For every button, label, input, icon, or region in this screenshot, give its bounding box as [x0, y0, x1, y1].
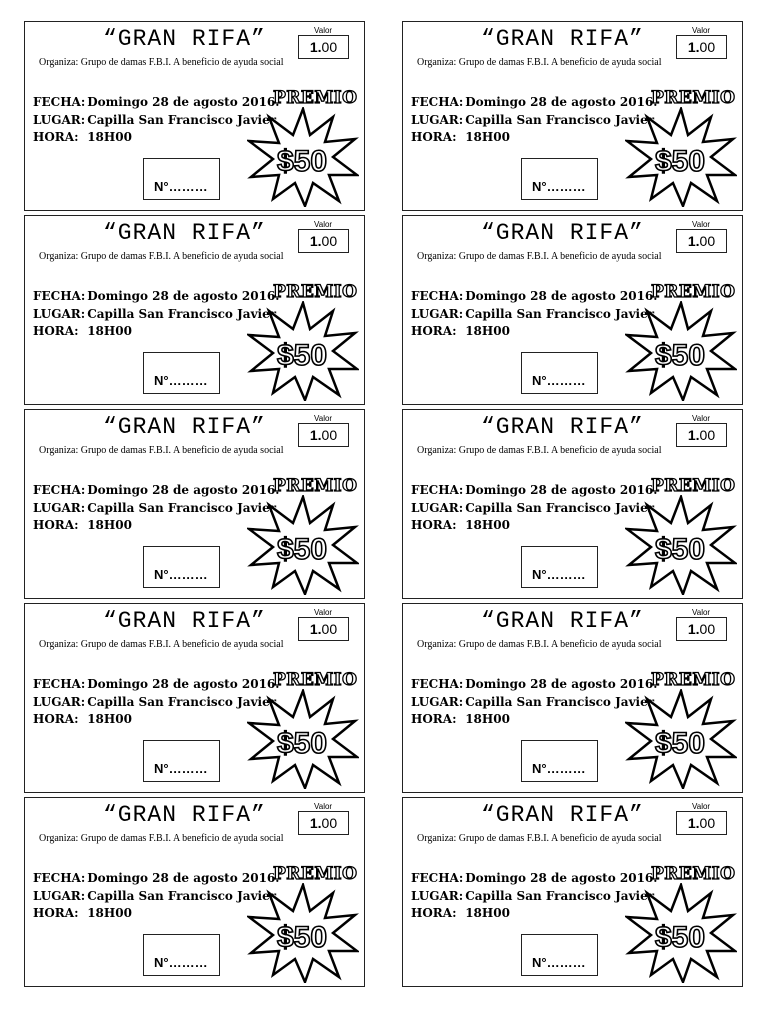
premio-label: PREMIO — [651, 476, 736, 496]
hora-row — [33, 323, 279, 341]
ticket-number-box — [521, 352, 598, 394]
hora-label: HORA: — [411, 906, 457, 920]
fecha-row — [33, 676, 279, 694]
fecha-label: FECHA: — [411, 871, 464, 885]
premio-label: PREMIO — [273, 282, 358, 302]
starburst-prize-icon — [247, 301, 359, 401]
prize-amount: $50 — [276, 727, 328, 760]
event-info — [33, 482, 279, 535]
valor-label: Valor — [692, 802, 711, 811]
ticket-number-label: N°……… — [532, 373, 586, 388]
fecha-label: FECHA: — [411, 95, 464, 109]
organizer-line: Organiza: Grupo de damas F.B.I. A beneficio de ayuda social — [417, 445, 662, 456]
raffle-ticket — [24, 797, 365, 987]
organizer-line: Organiza: Grupo de damas F.B.I. A beneficio de ayuda social — [39, 251, 284, 262]
fecha-value: Domingo 28 de agosto 2016. — [465, 95, 658, 109]
ticket-number-label: N°……… — [154, 179, 208, 194]
premio-label: PREMIO — [651, 88, 736, 108]
starburst-prize-icon — [625, 689, 737, 789]
lugar-row — [33, 112, 279, 130]
valor-label: Valor — [314, 608, 333, 617]
fecha-row — [33, 94, 279, 112]
ticket-number-box — [143, 158, 220, 200]
ticket-number-box — [143, 352, 220, 394]
valor-label: Valor — [314, 26, 333, 35]
starburst-prize-icon — [247, 883, 359, 983]
ticket-number-label: N°……… — [154, 567, 208, 582]
fecha-label: FECHA: — [33, 95, 86, 109]
ticket-number-box — [521, 934, 598, 976]
ticket-title: “GRAN RIFA” — [481, 802, 644, 828]
ticket-number-label: N°……… — [154, 761, 208, 776]
valor-decimal: 00 — [699, 815, 716, 831]
event-info — [411, 482, 657, 535]
raffle-ticket — [24, 603, 365, 793]
lugar-value: Capilla San Francisco Javier — [465, 306, 655, 321]
hora-row — [33, 711, 279, 729]
raffle-ticket — [402, 797, 743, 987]
hora-label: HORA: — [411, 130, 457, 144]
hora-row — [411, 517, 657, 535]
premio-label: PREMIO — [273, 88, 358, 108]
valor-box — [676, 617, 727, 641]
ticket-number-box — [521, 546, 598, 588]
valor-integer: 1. — [687, 621, 700, 637]
fecha-label: FECHA: — [411, 677, 464, 691]
hora-value: 18H00 — [87, 324, 132, 338]
valor-box — [298, 811, 349, 835]
lugar-value: Capilla San Francisco Javier — [87, 500, 277, 515]
hora-row — [411, 711, 657, 729]
hora-value: 18H00 — [465, 906, 510, 920]
hora-value: 18H00 — [87, 130, 132, 144]
hora-row — [411, 129, 657, 147]
valor-decimal: 00 — [321, 427, 338, 443]
ticket-number-label: N°……… — [532, 955, 586, 970]
premio-label: PREMIO — [273, 476, 358, 496]
fecha-value: Domingo 28 de agosto 2016. — [87, 289, 280, 303]
lugar-value: Capilla San Francisco Javier — [465, 888, 655, 903]
ticket-title: “GRAN RIFA” — [103, 220, 266, 246]
fecha-row — [33, 288, 279, 306]
lugar-row — [33, 888, 279, 906]
valor-decimal: 00 — [699, 39, 716, 55]
fecha-value: Domingo 28 de agosto 2016. — [87, 483, 280, 497]
starburst-prize-icon — [625, 883, 737, 983]
valor-decimal: 00 — [321, 815, 338, 831]
fecha-value: Domingo 28 de agosto 2016. — [465, 289, 658, 303]
organizer-line: Organiza: Grupo de damas F.B.I. A beneficio de ayuda social — [39, 639, 284, 650]
valor-box — [298, 617, 349, 641]
lugar-row — [411, 888, 657, 906]
fecha-value: Domingo 28 de agosto 2016. — [465, 483, 658, 497]
event-info — [411, 870, 657, 923]
valor-box — [676, 811, 727, 835]
valor-box — [676, 229, 727, 253]
starburst-prize-icon — [247, 689, 359, 789]
fecha-label: FECHA: — [33, 289, 86, 303]
lugar-label: LUGAR: — [33, 112, 86, 127]
organizer-line: Organiza: Grupo de damas F.B.I. A beneficio de ayuda social — [39, 445, 284, 456]
valor-label: Valor — [314, 220, 333, 229]
lugar-value: Capilla San Francisco Javier — [465, 694, 655, 709]
valor-box — [298, 423, 349, 447]
hora-label: HORA: — [33, 130, 79, 144]
fecha-value: Domingo 28 de agosto 2016. — [87, 871, 280, 885]
valor-decimal: 00 — [699, 427, 716, 443]
ticket-title: “GRAN RIFA” — [103, 802, 266, 828]
fecha-label: FECHA: — [33, 677, 86, 691]
valor-label: Valor — [692, 608, 711, 617]
lugar-label: LUGAR: — [33, 888, 86, 903]
ticket-number-label: N°……… — [154, 373, 208, 388]
valor-box — [298, 229, 349, 253]
valor-box — [676, 423, 727, 447]
lugar-value: Capilla San Francisco Javier — [465, 112, 655, 127]
fecha-value: Domingo 28 de agosto 2016. — [465, 677, 658, 691]
hora-value: 18H00 — [87, 518, 132, 532]
prize-amount: $50 — [654, 921, 706, 954]
valor-label: Valor — [692, 414, 711, 423]
valor-label: Valor — [314, 414, 333, 423]
raffle-ticket — [24, 409, 365, 599]
valor-label: Valor — [314, 802, 333, 811]
fecha-label: FECHA: — [411, 483, 464, 497]
ticket-number-label: N°……… — [154, 955, 208, 970]
lugar-row — [411, 306, 657, 324]
prize-amount: $50 — [654, 727, 706, 760]
valor-integer: 1. — [309, 39, 322, 55]
lugar-label: LUGAR: — [33, 500, 86, 515]
lugar-row — [33, 500, 279, 518]
fecha-label: FECHA: — [33, 483, 86, 497]
hora-label: HORA: — [411, 712, 457, 726]
hora-label: HORA: — [411, 518, 457, 532]
hora-row — [33, 129, 279, 147]
hora-value: 18H00 — [465, 130, 510, 144]
fecha-value: Domingo 28 de agosto 2016. — [87, 677, 280, 691]
ticket-title: “GRAN RIFA” — [481, 26, 644, 52]
event-info — [33, 676, 279, 729]
hora-value: 18H00 — [465, 324, 510, 338]
ticket-title: “GRAN RIFA” — [481, 220, 644, 246]
fecha-row — [411, 94, 657, 112]
ticket-number-label: N°……… — [532, 761, 586, 776]
valor-integer: 1. — [687, 233, 700, 249]
hora-value: 18H00 — [465, 518, 510, 532]
hora-label: HORA: — [33, 906, 79, 920]
premio-label: PREMIO — [651, 282, 736, 302]
valor-label: Valor — [692, 220, 711, 229]
organizer-line: Organiza: Grupo de damas F.B.I. A beneficio de ayuda social — [417, 251, 662, 262]
premio-label: PREMIO — [273, 670, 358, 690]
fecha-row — [33, 870, 279, 888]
valor-integer: 1. — [687, 815, 700, 831]
lugar-value: Capilla San Francisco Javier — [87, 888, 277, 903]
ticket-title: “GRAN RIFA” — [103, 608, 266, 634]
prize-amount: $50 — [276, 339, 328, 372]
lugar-value: Capilla San Francisco Javier — [465, 500, 655, 515]
prize-amount: $50 — [276, 921, 328, 954]
prize-amount: $50 — [276, 533, 328, 566]
lugar-row — [411, 500, 657, 518]
lugar-label: LUGAR: — [411, 306, 464, 321]
lugar-row — [411, 112, 657, 130]
lugar-label: LUGAR: — [33, 306, 86, 321]
lugar-row — [411, 694, 657, 712]
event-info — [33, 288, 279, 341]
event-info — [411, 676, 657, 729]
hora-label: HORA: — [33, 712, 79, 726]
valor-box — [298, 35, 349, 59]
premio-label: PREMIO — [651, 864, 736, 884]
prize-amount: $50 — [654, 533, 706, 566]
ticket-number-box — [143, 934, 220, 976]
fecha-value: Domingo 28 de agosto 2016. — [87, 95, 280, 109]
ticket-number-label: N°……… — [532, 179, 586, 194]
ticket-number-box — [521, 158, 598, 200]
valor-label: Valor — [692, 26, 711, 35]
lugar-value: Capilla San Francisco Javier — [87, 306, 277, 321]
starburst-prize-icon — [625, 107, 737, 207]
prize-amount: $50 — [654, 145, 706, 178]
hora-row — [33, 905, 279, 923]
raffle-ticket — [24, 215, 365, 405]
fecha-label: FECHA: — [411, 289, 464, 303]
event-info — [411, 288, 657, 341]
lugar-row — [33, 694, 279, 712]
raffle-ticket — [24, 21, 365, 211]
lugar-row — [33, 306, 279, 324]
valor-integer: 1. — [309, 427, 322, 443]
lugar-value: Capilla San Francisco Javier — [87, 694, 277, 709]
valor-integer: 1. — [687, 427, 700, 443]
hora-row — [33, 517, 279, 535]
prize-amount: $50 — [276, 145, 328, 178]
valor-integer: 1. — [309, 621, 322, 637]
organizer-line: Organiza: Grupo de damas F.B.I. A beneficio de ayuda social — [39, 833, 284, 844]
starburst-prize-icon — [247, 495, 359, 595]
hora-row — [411, 905, 657, 923]
hora-row — [411, 323, 657, 341]
ticket-number-label: N°……… — [532, 567, 586, 582]
raffle-ticket — [402, 603, 743, 793]
valor-decimal: 00 — [321, 233, 338, 249]
organizer-line: Organiza: Grupo de damas F.B.I. A beneficio de ayuda social — [417, 57, 662, 68]
valor-integer: 1. — [687, 39, 700, 55]
lugar-label: LUGAR: — [33, 694, 86, 709]
event-info — [411, 94, 657, 147]
ticket-number-box — [143, 546, 220, 588]
valor-box — [676, 35, 727, 59]
ticket-number-box — [143, 740, 220, 782]
starburst-prize-icon — [625, 495, 737, 595]
hora-label: HORA: — [33, 518, 79, 532]
organizer-line: Organiza: Grupo de damas F.B.I. A beneficio de ayuda social — [417, 833, 662, 844]
organizer-line: Organiza: Grupo de damas F.B.I. A beneficio de ayuda social — [417, 639, 662, 650]
starburst-prize-icon — [625, 301, 737, 401]
raffle-ticket — [402, 409, 743, 599]
hora-value: 18H00 — [87, 906, 132, 920]
ticket-title: “GRAN RIFA” — [481, 608, 644, 634]
lugar-label: LUGAR: — [411, 500, 464, 515]
hora-label: HORA: — [33, 324, 79, 338]
fecha-label: FECHA: — [33, 871, 86, 885]
valor-decimal: 00 — [699, 621, 716, 637]
event-info — [33, 94, 279, 147]
ticket-title: “GRAN RIFA” — [481, 414, 644, 440]
valor-decimal: 00 — [321, 621, 338, 637]
raffle-ticket — [402, 215, 743, 405]
valor-decimal: 00 — [321, 39, 338, 55]
organizer-line: Organiza: Grupo de damas F.B.I. A beneficio de ayuda social — [39, 57, 284, 68]
hora-value: 18H00 — [87, 712, 132, 726]
fecha-row — [411, 676, 657, 694]
valor-integer: 1. — [309, 233, 322, 249]
ticket-title: “GRAN RIFA” — [103, 414, 266, 440]
raffle-ticket — [402, 21, 743, 211]
lugar-label: LUGAR: — [411, 112, 464, 127]
lugar-label: LUGAR: — [411, 888, 464, 903]
ticket-title: “GRAN RIFA” — [103, 26, 266, 52]
hora-value: 18H00 — [465, 712, 510, 726]
prize-amount: $50 — [654, 339, 706, 372]
lugar-value: Capilla San Francisco Javier — [87, 112, 277, 127]
valor-decimal: 00 — [699, 233, 716, 249]
lugar-label: LUGAR: — [411, 694, 464, 709]
fecha-row — [411, 870, 657, 888]
hora-label: HORA: — [411, 324, 457, 338]
premio-label: PREMIO — [651, 670, 736, 690]
event-info — [33, 870, 279, 923]
premio-label: PREMIO — [273, 864, 358, 884]
fecha-value: Domingo 28 de agosto 2016. — [465, 871, 658, 885]
fecha-row — [411, 482, 657, 500]
starburst-prize-icon — [247, 107, 359, 207]
valor-integer: 1. — [309, 815, 322, 831]
fecha-row — [33, 482, 279, 500]
ticket-number-box — [521, 740, 598, 782]
fecha-row — [411, 288, 657, 306]
